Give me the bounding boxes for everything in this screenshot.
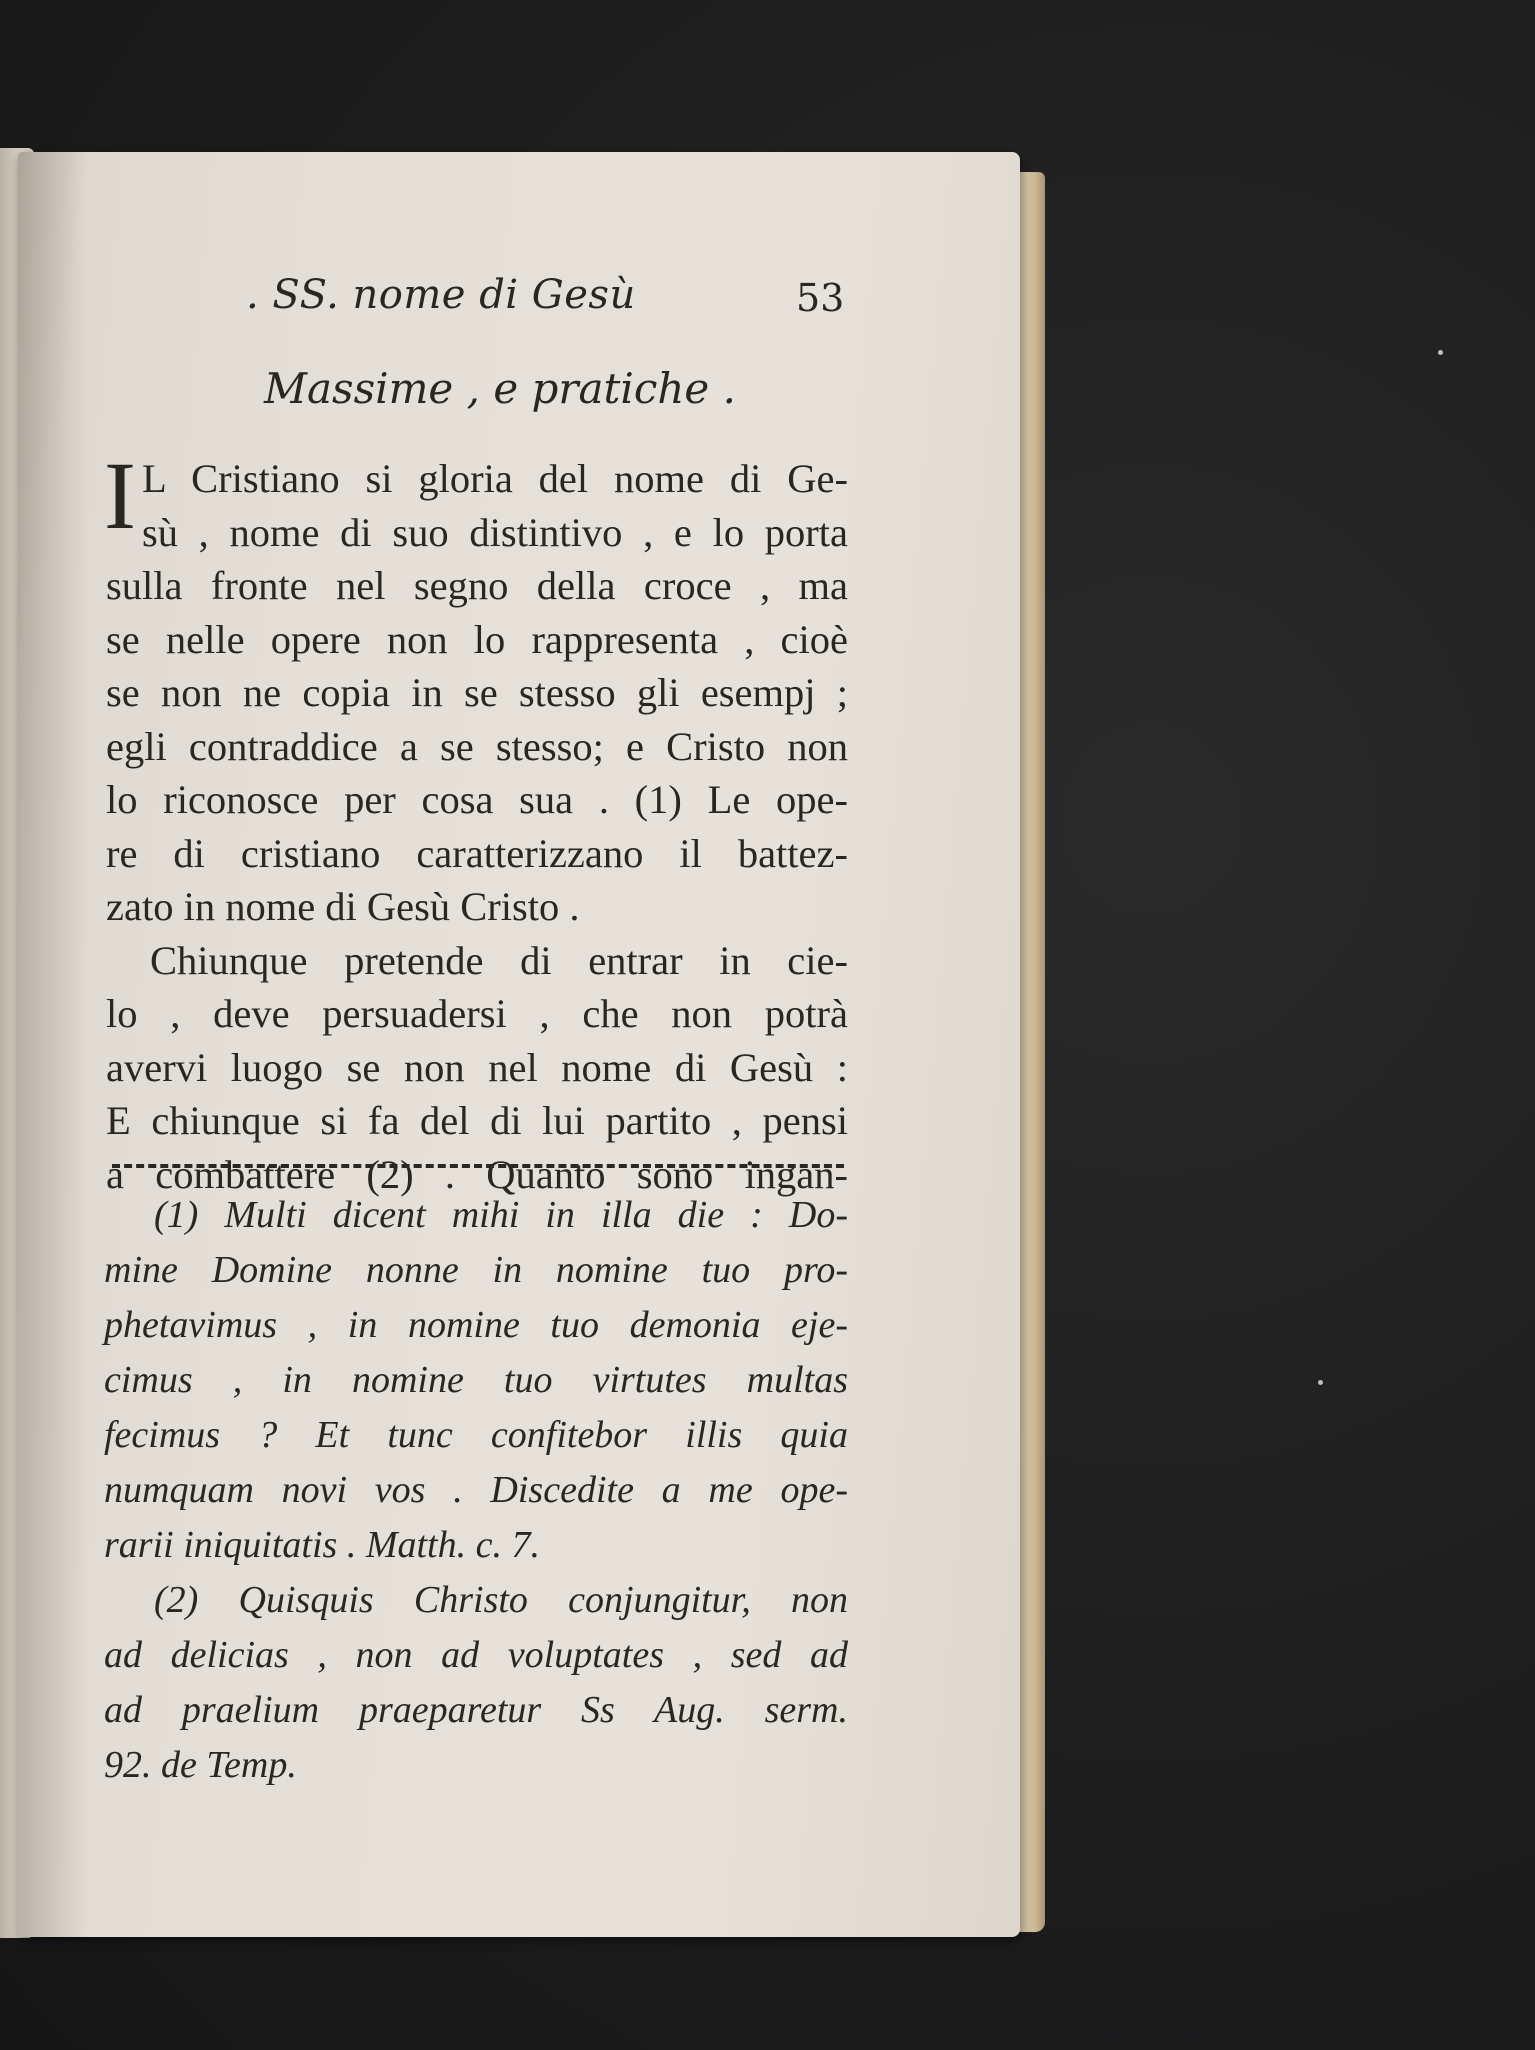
- section-title: Massime , e pratiche .: [264, 364, 736, 413]
- footnotes: [104, 1188, 848, 1793]
- body-line: sulla fronte nel segno della croce , ma: [106, 563, 848, 608]
- footnote-line: (1) Multi dicent mihi in illa die : Do-: [154, 1194, 848, 1236]
- body-text: [104, 442, 848, 1201]
- footnote-line: cimus , in nomine tuo virtutes multas: [104, 1359, 848, 1401]
- running-head: . SS. nome di Gesù: [246, 272, 636, 318]
- body-line: E chiunque si fa del di lui partito , pensi: [106, 1098, 848, 1143]
- body-line: egli contraddice a se stesso; e Cristo non: [106, 723, 848, 769]
- body-line: a combattere (2) . Quanto sono ingan-: [106, 1151, 848, 1197]
- gutter-shadow: [18, 152, 88, 1937]
- footnote-line: 92. de Temp.: [104, 1744, 297, 1786]
- footnote-line: rarii iniquitatis . Matth. c. 7.: [104, 1524, 540, 1566]
- body-line: L Cristiano si gloria del nome di Ge-: [141, 456, 848, 501]
- footnote-line: (2) Quisquis Christo conjungitur, non: [154, 1579, 848, 1621]
- body-line: sù , nome di suo distintivo , e lo porta: [141, 509, 848, 555]
- drop-cap: I: [104, 442, 136, 549]
- body-line: se non ne copia in se stesso gli esempj ;: [106, 670, 848, 715]
- body-line: lo , deve persuadersi , che non potrà: [106, 991, 848, 1036]
- body-line: zato in nome di Gesù Cristo .: [106, 884, 580, 929]
- footnote-line: phetavimus , in nomine tuo demonia eje-: [104, 1304, 848, 1346]
- footnote-rule: [112, 1164, 844, 1168]
- dust-speck: [1438, 350, 1443, 355]
- footnote-line: fecimus ? Et tunc confitebor illis quia: [104, 1414, 848, 1456]
- page-number: 53: [796, 276, 845, 320]
- body-line: lo riconosce per cosa sua . (1) Le ope-: [106, 777, 848, 822]
- body-line: se nelle opere non lo rappresenta , cioè: [106, 616, 848, 662]
- body-line: Chiunque pretende di entrar in cie-: [150, 937, 848, 983]
- footnote-line: mine Domine nonne in nomine tuo pro-: [104, 1249, 848, 1291]
- body-line: avervi luogo se non nel nome di Gesù :: [106, 1044, 848, 1090]
- footnote-line: numquam novi vos . Discedite a me ope-: [104, 1469, 848, 1511]
- footnote-line: ad praelium praeparetur Ss Aug. serm.: [104, 1689, 848, 1731]
- body-line: re di cristiano caratterizzano il battez-: [106, 830, 848, 876]
- footnote-line: ad delicias , non ad voluptates , sed ad: [104, 1634, 848, 1676]
- dust-speck: [1318, 1380, 1323, 1385]
